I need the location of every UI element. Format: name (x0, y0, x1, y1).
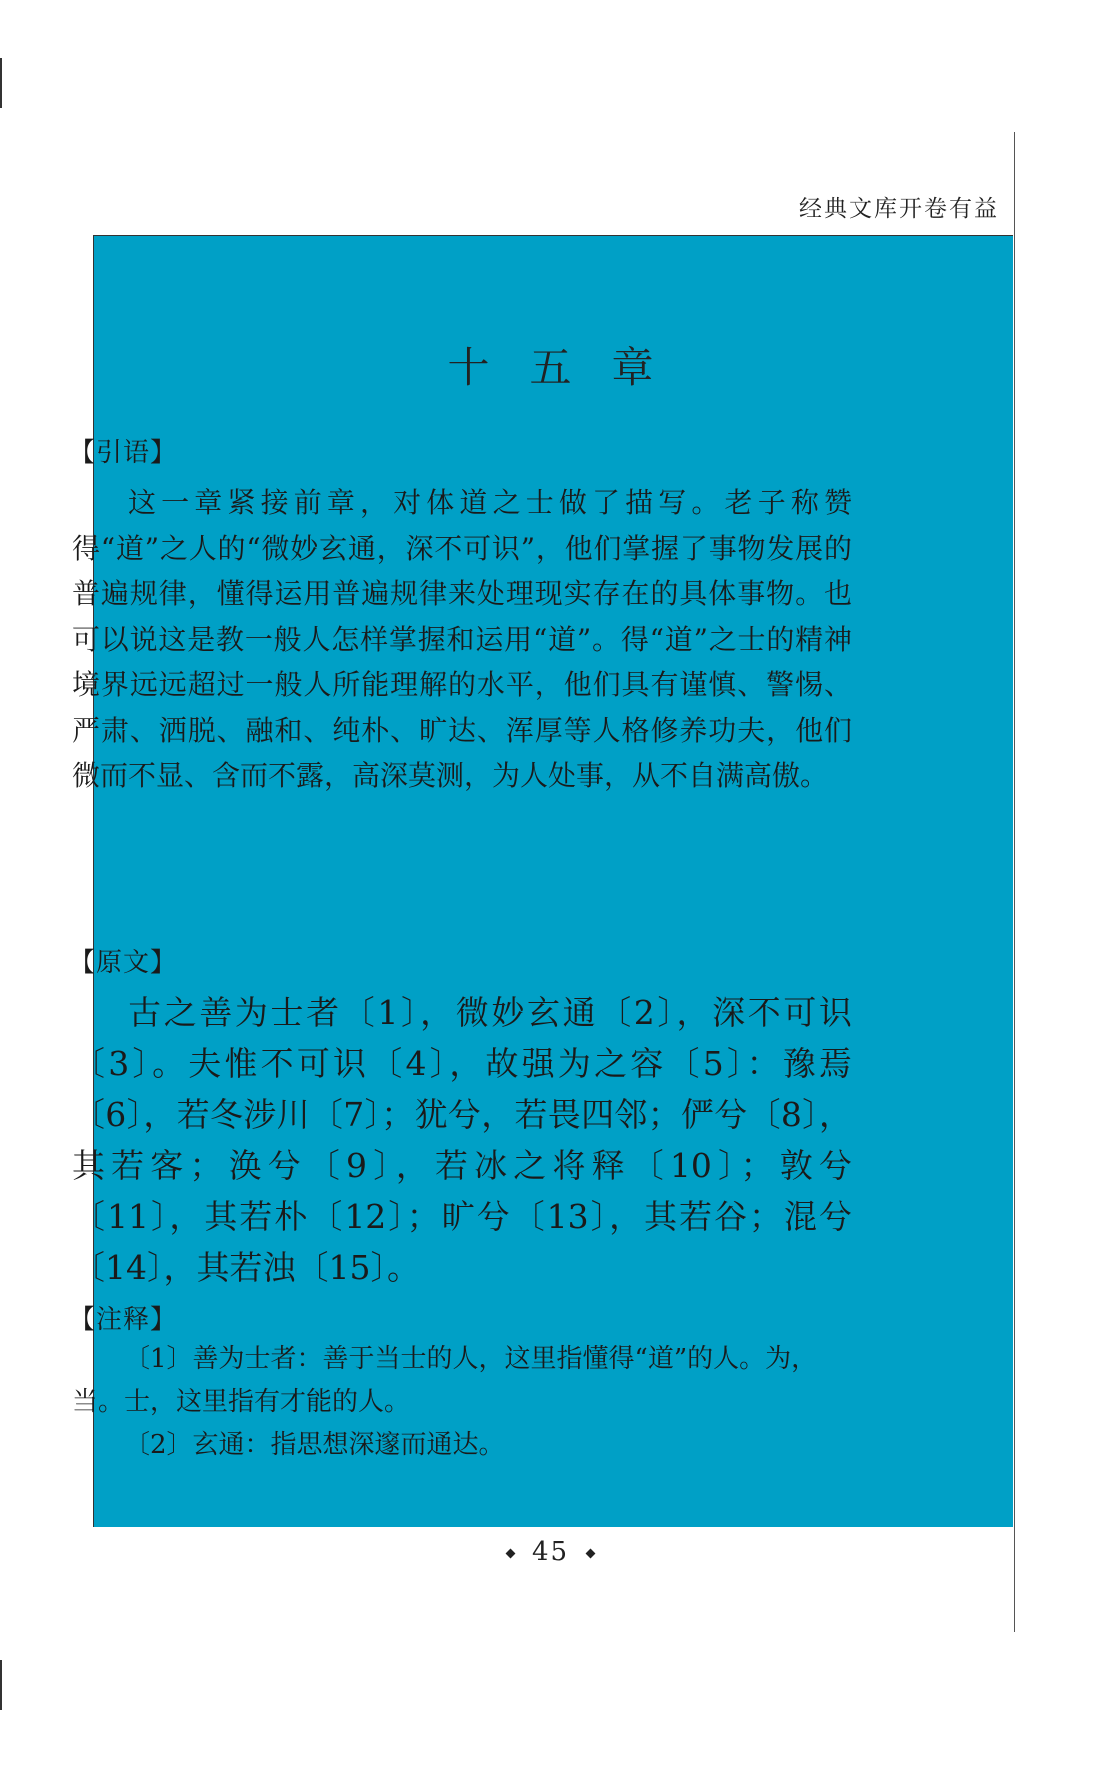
diamond-ornament-left (506, 1548, 516, 1558)
notes-heading: 【注释】 (69, 1305, 178, 1335)
intro-heading: 【引语】 (69, 438, 178, 468)
page-number-row (0, 1537, 1101, 1567)
note-item: 〔2〕玄通：指思想深邃而通达。 (124, 1430, 505, 1460)
original-text: 古之善为士者〔1〕，微妙玄通〔2〕，深不可识〔3〕。夫惟不可识〔4〕，故强为之容〔5〕：豫焉〔6〕，若冬涉川〔7〕；犹兮，若畏四邻；俨兮〔8〕，其若客；涣兮〔9〕，若冰之将释〔10〕；敦兮〔11〕，其若朴〔12〕；旷兮〔13〕，其若谷；混兮〔14〕，其若浊〔15〕。 (72, 993, 852, 1287)
original-heading: 【原文】 (69, 948, 178, 978)
intro-text: 这一章紧接前章，对体道之士做了描写。老子称赞得“道”之人的“微妙玄通，深不可识”，他们掌握了事物发展的普遍规律，懂得运用普遍规律来处理现实存在的具体事物。也可以说这是教一般人怎样掌握和运用“道”。得“道”之士的精神境界远远超过一般人所能理解的水平，他们具有谨慎、警惕、严肃、洒脱、融和、纯朴、旷达、浑厚等人格修养功夫，他们微而不显、含而不露，高深莫测，为人处事，从不自满高傲。 (72, 486, 852, 792)
note-item: 〔1〕善为士者：善于当士的人，这里指懂得“道”的人。为，当。士，这里指有才能的人。 (72, 1344, 818, 1417)
content-panel (93, 235, 1013, 1527)
diamond-ornament-right (586, 1548, 596, 1558)
page-number: 45 (531, 1537, 570, 1567)
running-head: 经典文库开卷有益 (799, 196, 999, 222)
crop-mark-top (0, 58, 2, 108)
chapter-title: 十五章 (447, 343, 694, 392)
crop-mark-bottom (0, 1660, 2, 1710)
